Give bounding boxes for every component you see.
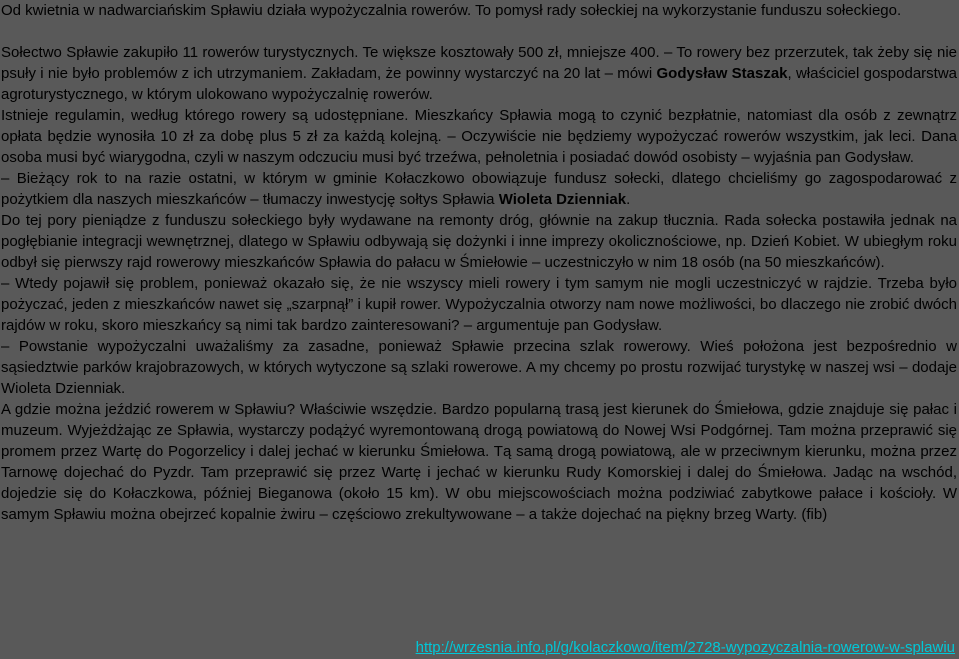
article-paragraph-6: – Wtedy pojawił się problem, ponieważ okazało się, że nie wszyscy mieli rowery i tym samym nie mogli uczestniczyć w rajdzie. Trzeba było pożyczać, jeden z mieszkańców nawet się „szarpnął” i kupił rower. Wypożyczalnia otworzy nam nowe możliwości, bo dlaczego nie zrobić dwóch rajdów w roku, skoro mieszkańcy są nimi tak bardzo zainteresowani? – argumentuje pan Godysław.	[1, 275, 957, 334]
article-paragraph-3: Istnieje regulamin, według którego rowery są udostępniane. Mieszkańcy Spławia mogą to czynić bezpłatnie, natomiast dla osób z zewnątrz opłata będzie wynosiła 10 zł za dobę plus 5 zł za każdą kolejną. – Oczywiście nie będziemy wypożyczać rowerów wszystkim, jak leci. Dana osoba musi być wiarygodna, czyli w naszym odczuciu musi być trzeźwa, pełnoletnia i posiadać dowód osobisty – wyjaśnia pan Godysław.	[1, 107, 957, 166]
source-link[interactable]: http://wrzesnia.info.pl/g/kolaczkowo/item/2728-wypozyczalnia-rowerow-w-splawiu	[415, 639, 955, 656]
article-paragraph-4	[1, 168, 957, 210]
article-paragraph-8: A gdzie można jeździć rowerem w Spławiu? Właściwie wszędzie. Bardzo popularną trasą jest kierunek do Śmiełowa, gdzie znajduje się pałac i muzeum. Wyjeżdżając ze Spławia, wystarczy podążyć wyremontowaną drogą powiatową do Nowej Wsi Podgórnej. Tam można przeprawić się promem przez Wartę do Pogorzelicy i dalej jechać w kierunku Śmiełowa. Tą samą drogą powiatową, ale w przeciwnym kierunku, można przez Tarnowę dojechać do Pyzdr. Tam przeprawić się przez Wartę i jechać w kierunku Rudy Komorskiej i dalej do Śmiełowa. Jadąc na wschód, dojedzie się do Kołaczkowa, później Bieganowa (około 15 km). W obu miejscowościach można podziwiać zabytkowe pałace i kościoły. W samym Spławiu można obejrzeć kopalnie żwiru – częściowo zrekultywowane – a także dojechać na piękny brzeg Warty. (fib)	[1, 401, 957, 523]
paragraph-text: Sołectwo Spławie zakupiło 11 rowerów turystycznych. Te większe kosztowały 500 zł, mniejsze 400. – To rowery bez przerzutek, tak żeby się nie psuły i nie było problemów z ich utrzymaniem. Zakładam, że powinny wystarczyć na 20 lat – mówi	[1, 44, 957, 82]
article-paragraph-7: – Powstanie wypożyczalni uważaliśmy za zasadne, ponieważ Spławie przecina szlak rowerowy. Wieś położona jest bezpośrednio w sąsiedztwie parków krajobrazowych, w których wytyczone są szlaki rowerowe. A my chcemy po prostu rozwijać turystykę w naszej wsi – dodaje Wioleta Dzienniak.	[1, 338, 957, 397]
person-name-godyslaw-staszak: Godysław Staszak	[656, 65, 788, 82]
paragraph-text: – Bieżący rok to na razie ostatni, w którym w gminie Kołaczkowo obowiązuje fundusz sołecki, dlatego chcieliśmy go zagospodarować z pożytkiem dla naszych mieszkańców – tłumaczy inwestycję sołtys Spławia	[1, 170, 957, 208]
article-lead-paragraph: Od kwietnia w nadwarciańskim Spławiu działa wypożyczalnia rowerów. To pomysł rady sołeckiej na wykorzystanie funduszu sołeckiego.	[1, 2, 902, 19]
paragraph-text: , właściciel gospodarstwa agroturystycznego, w którym ulokowano wypożyczalnię rowerów.	[1, 65, 957, 103]
article-paragraph-2	[1, 42, 957, 105]
person-name-wioleta-dzienniak: Wioleta Dzienniak	[498, 191, 627, 208]
paragraph-text: .	[626, 191, 631, 208]
article-paragraph-5: Do tej pory pieniądze z funduszu sołeckiego były wydawane na remonty dróg, głównie na zakup tłucznia. Rada sołecka postawiła jednak na pogłębianie integracji wewnętrznej, dlatego w Spławiu odbywają się dożynki i inne imprezy okolicznościowe, np. Dzień Kobiet. W ubiegłym roku odbył się pierwszy rajd rowerowy mieszkańców Spławia do pałacu w Śmiełowie – uczestniczyło w nim 18 osób (na 50 mieszkańców).	[1, 212, 957, 271]
paragraph-spacer	[1, 21, 957, 42]
